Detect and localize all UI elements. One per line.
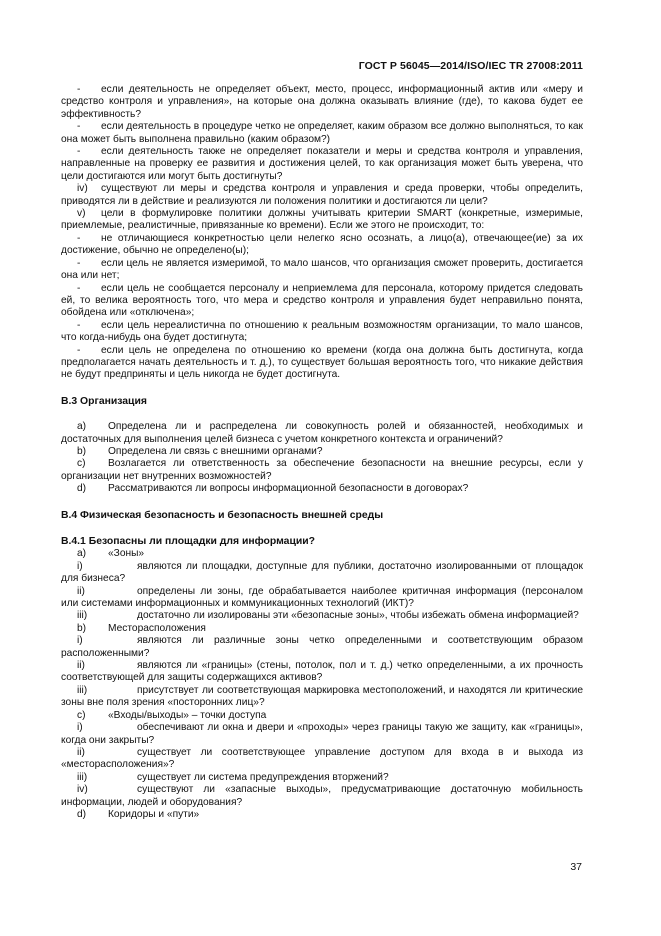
- list-item: [61, 421, 583, 446]
- list-item-text: Определена ли и распределена ли совокупность ролей и обязанностей, необходимых и достаточных для выполнения целей бизнеса с учетом конкретного контекста и ограничений?: [61, 421, 583, 445]
- list-marker: d): [77, 483, 87, 495]
- list-marker: c): [77, 458, 86, 470]
- section-heading-b4: B.4 Физическая безопасность и безопасность внешней среды: [61, 509, 384, 521]
- list-marker: -: [77, 146, 81, 158]
- list-item: [61, 809, 583, 821]
- list-item-text: достаточно ли изолированы эти «безопасные зоны», чтобы избежать обмена информацией?: [137, 610, 579, 622]
- list-item-text: существует ли соответствующее управление доступом для входа в и выхода из «месторасположения»?: [61, 746, 583, 771]
- list-item-text: определены ли зоны, где обрабатывается наиболее критичная информация (персоналом или системами информационных и коммуникационных технологий (ИКТ)?: [61, 585, 583, 610]
- list-item: [61, 561, 583, 586]
- list-item-text: если деятельность в процедуре четко не определяет, каким образом все должно выполняться, то как она может быть выполнена правильно (каким образом?): [61, 121, 583, 145]
- list-marker: -: [77, 344, 81, 356]
- list-item: [61, 320, 583, 345]
- list-item-text: Определена ли связь с внешними органами?: [108, 445, 323, 457]
- list-marker: -: [77, 84, 81, 95]
- list-marker: -: [77, 257, 81, 269]
- list-item-text: обеспечивают ли окна и двери и «проходы» через границы такую же защиту, как «границы», когда они закрыты?: [61, 722, 583, 746]
- list-item: [61, 610, 583, 622]
- list-item: [61, 747, 583, 772]
- list-marker: -: [77, 282, 81, 294]
- document-code-header: ГОСТ Р 56045—2014/ISO/IEC TR 27008:2011: [358, 60, 583, 72]
- section-heading-b3: B.3 Организация: [61, 395, 147, 407]
- list-marker: ii): [77, 660, 85, 672]
- list-item-text: являются ли «границы» (стены, потолок, пол и т. д.) четко определенными, а их прочность соответствующей для защиты содержащихся активов?: [61, 660, 583, 684]
- list-marker: iii): [77, 610, 88, 622]
- list-item-text: присутствует ли соответствующая маркировка местоположений, и находятся ли критические зоны вне поля зрения «посторонних лиц»?: [61, 684, 583, 709]
- list-item: [61, 121, 583, 146]
- list-item-text: являются ли площадки, доступные для публики, достаточно изолированными от площадок для бизнеса?: [61, 560, 583, 585]
- list-item-text: «Входы/выходы» – точки доступа: [108, 709, 267, 721]
- list-item: [61, 146, 583, 183]
- list-item-text: если деятельность не определяет объект, место, процесс, информационный актив или «меру и средство контроля и управления», на которые она должна оказывать влияние (где), то какова будет ее эффективность?: [61, 84, 583, 120]
- list-item: [61, 283, 583, 320]
- list-item-text: существуют ли меры и средства контроля и управления и среда проверки, чтобы определить, приводятся ли в действие и реализуются ли положения политики и достигаются ли цели?: [61, 183, 583, 207]
- list-marker: b): [77, 445, 87, 457]
- list-marker: b): [77, 622, 87, 634]
- list-marker: iii): [77, 771, 88, 783]
- list-item: [61, 623, 583, 635]
- list-item: [61, 446, 583, 458]
- list-item-text: «Зоны»: [108, 548, 145, 560]
- list-item-text: если цель не является измеримой, то мало шансов, что организация сможет проверить, достигается она или нет;: [61, 257, 583, 282]
- list-item: [61, 258, 583, 283]
- list-marker: -: [77, 319, 81, 331]
- list-item-text: являются ли различные зоны четко определенными и соответствующим образом расположенными?: [61, 635, 583, 659]
- list-item: [61, 772, 583, 784]
- list-item: [61, 635, 583, 660]
- list-marker: i): [77, 560, 83, 572]
- list-item: [61, 183, 583, 208]
- list-marker: iv): [77, 183, 88, 195]
- list-item: [61, 345, 583, 382]
- list-item-text: Коридоры и «пути»: [108, 808, 200, 820]
- organization-questions: [61, 421, 583, 495]
- list-item: [61, 685, 583, 710]
- list-item: [61, 784, 583, 809]
- list-item: [61, 660, 583, 685]
- list-marker: a): [77, 421, 87, 433]
- policy-criteria-list: [61, 84, 583, 382]
- list-marker: i): [77, 722, 83, 734]
- page-number: 37: [570, 861, 582, 873]
- list-marker: c): [77, 709, 86, 721]
- list-marker: ii): [77, 746, 85, 758]
- list-item: [61, 458, 583, 483]
- list-item-text: Возлагается ли ответственность за обеспечение безопасности на внешние ресурсы, если у организации нет внутренних возможностей?: [61, 458, 583, 482]
- list-marker: d): [77, 808, 87, 820]
- list-marker: iv): [77, 784, 88, 796]
- list-item-text: не отличающиеся конкретностью цели нелегко ясно осознать, а лицо(а), отвечающее(ие) за их достижение, обычно не определено(ы);: [61, 232, 583, 257]
- list-marker: a): [77, 548, 87, 560]
- list-marker: -: [77, 232, 81, 244]
- list-item-text: если цель нереалистична по отношению к реальным возможностям организации, то мало шансов, что когда-нибудь она будет достигнута;: [61, 319, 583, 344]
- list-item-text: если цель не сообщается персоналу и неприемлема для персонала, которому придется следовать ей, то велика вероятность того, что мера и средство контроля и управления будет неправильно понята, обойдена или «отключена»;: [61, 282, 583, 319]
- subsection-heading-b4-1: B.4.1 Безопасны ли площадки для информации?: [61, 536, 315, 547]
- page-content: [61, 84, 583, 821]
- physical-security-questions: [61, 548, 583, 821]
- list-item: [61, 84, 583, 121]
- list-item-text: существуют ли «запасные выходы», предусматривающие достаточную мобильность информации, людей и оборудования?: [61, 784, 583, 808]
- list-marker: ii): [77, 585, 85, 597]
- list-marker: v): [77, 208, 86, 220]
- list-marker: -: [77, 121, 81, 133]
- list-marker: i): [77, 635, 83, 647]
- list-item: [61, 233, 583, 258]
- list-marker: iii): [77, 684, 88, 696]
- list-item-text: Месторасположения: [108, 622, 206, 634]
- list-item-text: Рассматриваются ли вопросы информационной безопасности в договорах?: [108, 483, 469, 495]
- list-item: [61, 710, 583, 722]
- list-item-text: цели в формулировке политики должны учитывать критерии SMART (конкретные, измеримые, приемлемые, реалистичные, привязанные ко времени). Если же этого не происходит, то:: [61, 208, 583, 232]
- list-item: [61, 586, 583, 611]
- list-item: [61, 483, 583, 495]
- list-item: [61, 548, 583, 560]
- list-item-text: существует ли система предупреждения вторжений?: [137, 771, 389, 783]
- list-item-text: если деятельность также не определяет показатели и меры и средства контроля и управления, направленные на проверку ее развития и достижения целей, то как организация может быть уверена, что цели достигаются или могут быть достигнуты?: [61, 146, 583, 182]
- list-item-text: если цель не определена по отношению ко времени (когда она должна быть достигнута, когда предполагается начать деятельность и т. д.), то существует большая вероятность того, что никакие действия не будут предприняты и цель никогда не будет достигнута.: [61, 344, 583, 381]
- list-item: [61, 208, 583, 233]
- list-item: [61, 722, 583, 747]
